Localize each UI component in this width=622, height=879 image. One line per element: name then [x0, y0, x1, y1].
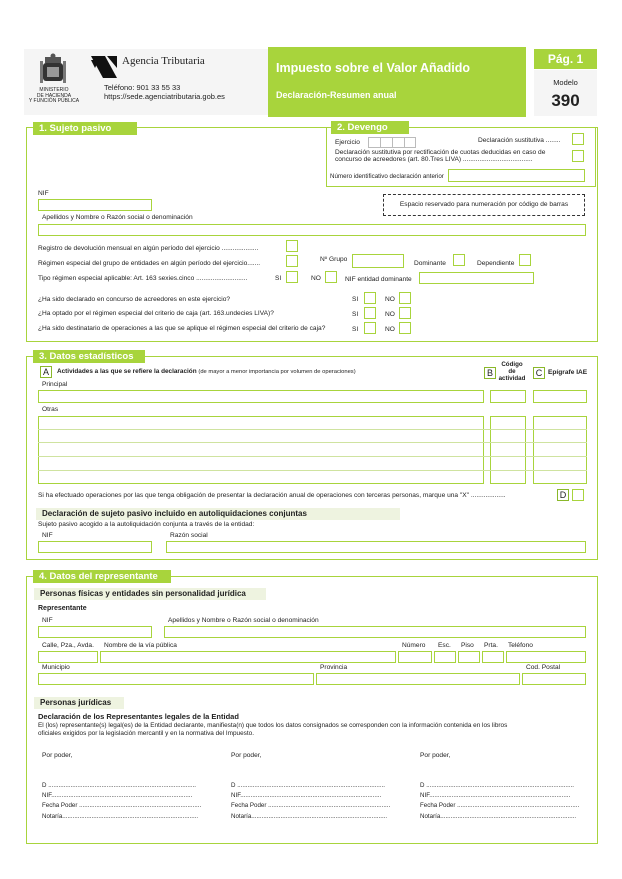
destinatario-si-checkbox[interactable] [364, 322, 376, 334]
rep2-nif-line[interactable]: NIF.................................................................................. [231, 792, 382, 799]
barcode-reserved-area: Espacio reservado para numeración por código de barras [383, 194, 585, 216]
otras-row-line [38, 442, 587, 443]
prta-input[interactable] [482, 651, 504, 663]
section-3-title: 3. Datos estadísticos [33, 350, 145, 363]
ejercicio-divider [404, 137, 405, 148]
declaracion-title: Declaración de los Representantes legales de la Entidad [38, 712, 239, 721]
piso-label: Piso [461, 642, 474, 649]
header-title-panel [268, 47, 526, 117]
rep1-fecha-line[interactable]: Fecha Poder ....................................................................... [42, 802, 202, 809]
nif-input[interactable] [38, 199, 152, 211]
epigrafe-otras-table[interactable] [533, 416, 587, 484]
ejercicio-divider [380, 137, 381, 148]
conjunta-nif-input[interactable] [38, 541, 152, 553]
rep2-notaria-line[interactable]: Notaría............................................................................... [231, 813, 388, 820]
regimen-grupo-checkbox[interactable] [286, 255, 298, 267]
num-anterior-label: Número identificativo declaración anterior [330, 173, 444, 180]
page-number: Pág. 1 [534, 49, 597, 69]
tipo-regimen-label: Tipo régimen especial aplicable: Art. 163 sexies.cinco ............................ [38, 275, 248, 282]
concurso-si: SI [352, 296, 359, 303]
conjunta-text: Sujeto pasivo acogido a la autoliquidación conjunta a través de la entidad: [38, 521, 255, 528]
apellidos-input[interactable] [38, 224, 586, 236]
otras-row-line [38, 429, 587, 430]
codigo-principal-input[interactable] [490, 390, 526, 403]
ejercicio-divider [392, 137, 393, 148]
destinatario-label: ¿Ha sido destinatario de operaciones a las que se aplique el régimen especial del criterio de caja? [38, 325, 326, 332]
otras-row-line [38, 456, 587, 457]
nombre-via-input[interactable] [100, 651, 396, 663]
label-a: A [40, 366, 52, 378]
actividades-label: Actividades a las que se refiere la declaración (de mayor a menor importancia por volumen de operaciones) [57, 368, 356, 375]
sustitutiva-checkbox[interactable] [572, 133, 584, 145]
concurso-no-checkbox[interactable] [399, 292, 411, 304]
destinatario-si: SI [352, 326, 359, 333]
cod-postal-label: Cod. Postal [526, 664, 561, 671]
label-d: D [557, 489, 569, 501]
concurso-label: ¿Ha sido declarado en concurso de acreedores en este ejercicio? [38, 296, 231, 303]
nif-dominante-input[interactable] [419, 272, 534, 284]
concurso-no: NO [385, 296, 395, 303]
calle-input[interactable] [38, 651, 98, 663]
rep3-nif-line[interactable]: NIF.................................................................................. [420, 792, 571, 799]
dependiente-checkbox[interactable] [519, 254, 531, 266]
agencia-logo-icon [91, 56, 117, 78]
criterio-caja-label: ¿Ha optado por el régimen especial del criterio de caja (art. 163.undecies LIVA)? [38, 310, 274, 317]
coat-of-arms-icon [40, 53, 66, 87]
dominante-checkbox[interactable] [453, 254, 465, 266]
codigo-otras-table[interactable] [490, 416, 526, 484]
municipio-input[interactable] [38, 673, 314, 685]
ministerio-text: MINISTERIO DE HACIENDA Y FUNCIÓN PÚBLICA [28, 87, 80, 105]
calle-label: Calle, Pza., Avda. [42, 642, 94, 649]
principal-label: Principal [42, 381, 68, 388]
rep1-notaria-line[interactable]: Notaría............................................................................... [42, 813, 199, 820]
criterio-caja-no: NO [385, 311, 395, 318]
agencia-name: Agencia Tributaria [122, 55, 205, 67]
conjunta-razon-label: Razón social [170, 532, 208, 539]
rep3-d-line[interactable]: D ...................................................................................... [420, 782, 575, 789]
conjunta-title: Declaración de sujeto pasivo incluido en autoliquidaciones conjuntas [36, 508, 400, 520]
ejercicio-label: Ejercicio [335, 139, 360, 146]
section-2-title: 2. Devengo [331, 121, 409, 134]
registro-label: Registro de devolución mensual en algún período del ejercicio .................... [38, 245, 259, 252]
otras-label: Otras [42, 406, 59, 413]
rep2-fecha-line[interactable]: Fecha Poder ....................................................................... [231, 802, 391, 809]
actividad-principal-input[interactable] [38, 390, 484, 403]
section-4-title: 4. Datos del representante [33, 570, 171, 583]
label-c: C [533, 367, 545, 379]
provincia-label: Provincia [320, 664, 348, 671]
terceras-checkbox[interactable] [572, 489, 584, 501]
conjunta-razon-input[interactable] [166, 541, 586, 553]
dominante-label: Dominante [414, 260, 446, 267]
nif-label: NIF [38, 190, 49, 197]
rep2-d-line[interactable]: D ...................................................................................... [231, 782, 386, 789]
rep-apellidos-input[interactable] [164, 626, 586, 638]
telefono-input[interactable] [506, 651, 586, 663]
rep-nif-label: NIF [42, 617, 53, 624]
dependiente-label: Dependiente [477, 260, 515, 267]
numero-input[interactable] [398, 651, 432, 663]
sustitutiva-label: Declaración sustitutiva ........ [478, 137, 561, 144]
criterio-caja-si: SI [352, 311, 359, 318]
piso-input[interactable] [458, 651, 480, 663]
rectificacion-checkbox[interactable] [572, 150, 584, 162]
rep1-nif-line[interactable]: NIF.................................................................................. [42, 792, 193, 799]
juridicas-title: Personas jurídicas [34, 697, 124, 709]
epigrafe-label: Epígrafe IAE [548, 369, 588, 376]
declaracion-text: El (los) representante(s) legal(es) de la Entidad declarante, manifiesta(n) que todos los datos consignados se corresponden con la información contenida en los libros oficiales exigidos por la legislación mercantil y en la normativa del Impuesto. [38, 722, 508, 737]
modelo-number: 390 [551, 91, 580, 110]
form-subtitle: Declaración-Resumen anual [276, 90, 397, 100]
poder-1-label: Por poder, [42, 752, 73, 759]
registro-checkbox[interactable] [286, 240, 298, 252]
poder-3-label: Por poder, [420, 752, 451, 759]
fisicas-title: Personas físicas y entidades sin personalidad jurídica [34, 588, 266, 600]
rep3-notaria-line[interactable]: Notaría............................................................................... [420, 813, 577, 820]
destinatario-no-checkbox[interactable] [399, 322, 411, 334]
num-grupo-input[interactable] [352, 254, 404, 268]
form-title: Impuesto sobre el Valor Añadido [276, 61, 471, 75]
otras-row-line [38, 470, 587, 471]
actividades-otras-table[interactable] [38, 416, 484, 484]
section-1-title: 1. Sujeto pasivo [33, 122, 137, 135]
provincia-input[interactable] [316, 673, 520, 685]
rep3-fecha-line[interactable]: Fecha Poder ....................................................................... [420, 802, 580, 809]
num-anterior-input[interactable] [448, 169, 585, 182]
tipo-regimen-si-checkbox[interactable] [286, 271, 298, 283]
terceras-label: Si ha efectuado operaciones por las que tenga obligación de presentar la declaración anual de operaciones con terceras personas, marque una "X" ................... [38, 492, 506, 499]
telefono-label: Teléfono [508, 642, 533, 649]
rectificacion-label: Declaración sustitutiva por rectificación de cuotas deducidas en caso de concurso de acreedores (art. 80.Tres LIVA) ...................................... [335, 149, 546, 163]
header-phone: Teléfono: 901 33 55 33 [104, 83, 181, 92]
tipo-regimen-no-checkbox[interactable] [325, 271, 337, 283]
rep-nif-input[interactable] [38, 626, 152, 638]
nombre-via-label: Nombre de la vía pública [104, 642, 177, 649]
label-b: B [484, 367, 496, 379]
criterio-caja-no-checkbox[interactable] [399, 307, 411, 319]
numero-label: Número [402, 642, 426, 649]
representante-label: Representante [38, 605, 87, 612]
concurso-si-checkbox[interactable] [364, 292, 376, 304]
codigo-actividad-label: Código de actividad [498, 361, 526, 382]
poder-2-label: Por poder, [231, 752, 262, 759]
municipio-label: Municipio [42, 664, 70, 671]
epigrafe-principal-input[interactable] [533, 390, 587, 403]
tipo-regimen-si: SI [275, 275, 282, 282]
regimen-grupo-label: Régimen especial del grupo de entidades en algún período del ejercicio....... [38, 260, 261, 267]
criterio-caja-si-checkbox[interactable] [364, 307, 376, 319]
modelo-label: Modelo [553, 78, 578, 87]
prta-label: Prta. [484, 642, 498, 649]
cod-postal-input[interactable] [522, 673, 586, 685]
tipo-regimen-no: NO [311, 275, 321, 282]
num-grupo-label: Nº Grupo [320, 256, 348, 263]
conjunta-nif-label: NIF [42, 532, 53, 539]
destinatario-no: NO [385, 326, 395, 333]
esc-label: Esc. [438, 642, 451, 649]
nif-dominante-label: NIF entidad dominante [345, 276, 412, 283]
esc-input[interactable] [434, 651, 456, 663]
rep-apellidos-label: Apellidos y Nombre o Razón social o denominación [168, 617, 319, 624]
apellidos-label: Apellidos y Nombre o Razón social o denominación [42, 214, 193, 221]
rep1-d-line[interactable]: D ...................................................................................... [42, 782, 197, 789]
header-web: https://sede.agenciatributaria.gob.es [104, 92, 225, 101]
